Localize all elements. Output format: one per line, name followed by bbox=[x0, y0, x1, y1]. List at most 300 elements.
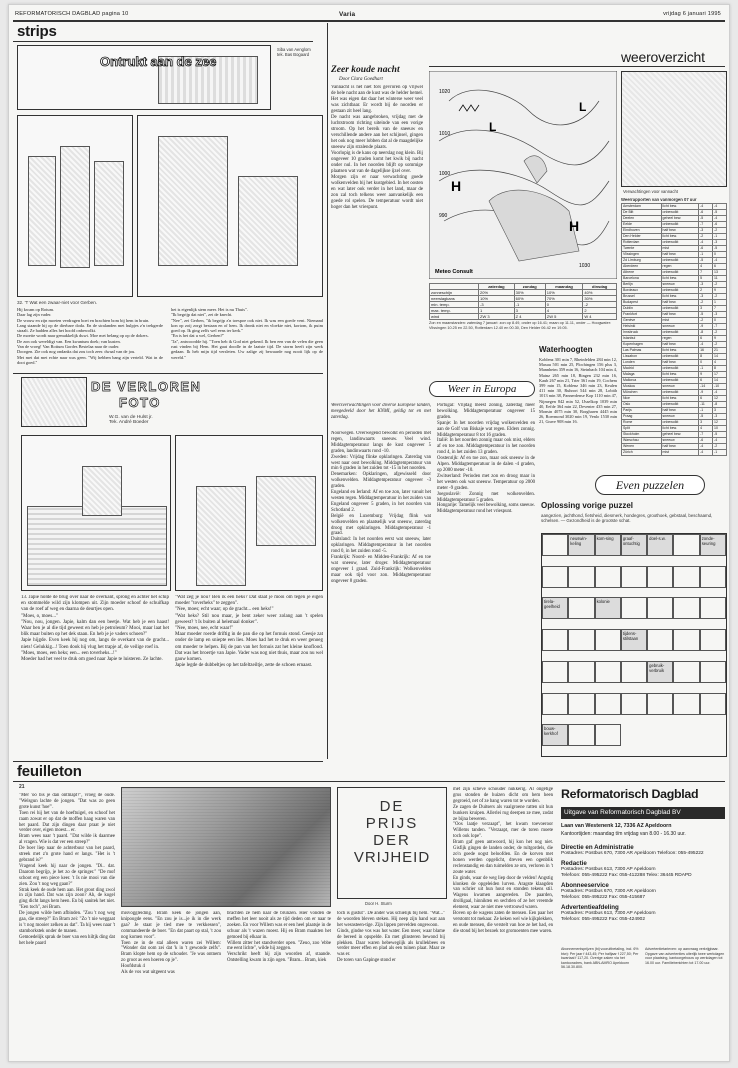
station-cell: licht bew. bbox=[661, 204, 699, 210]
station-cell: -2 bbox=[699, 300, 713, 306]
station-cell: 4 bbox=[699, 426, 713, 432]
station-cell: -2 bbox=[713, 228, 727, 234]
station-cell: -4 bbox=[713, 216, 727, 222]
station-cell: half bew. bbox=[661, 408, 699, 414]
station-cell: Eelde bbox=[622, 222, 662, 228]
puzzle-cell: doel-s.w. bbox=[647, 534, 673, 556]
station-cell: 6 bbox=[713, 264, 727, 270]
station-cell: 9 bbox=[713, 288, 727, 294]
station-cell: Vlissingen bbox=[622, 252, 662, 258]
station-row bbox=[622, 450, 727, 456]
puzzel-subtitle: aangezien, jachthond, fietsheid, diesmerk, hondegres, groothoek, gebstaal, beschaamd, schelsen. — Gezondheid is de grootste schat. bbox=[541, 513, 713, 523]
canal-boat bbox=[27, 506, 167, 586]
station-cell: Bordeaux bbox=[622, 288, 662, 294]
station-cell: -2 bbox=[713, 342, 727, 348]
forecast-row bbox=[430, 314, 617, 320]
station-cell: regen bbox=[661, 336, 699, 342]
forecast-cell: -2 bbox=[583, 302, 617, 308]
puzzle-cell bbox=[647, 566, 673, 588]
station-cell: -4 bbox=[699, 450, 713, 456]
puzzle-cell bbox=[621, 597, 647, 619]
station-cell: half bew. bbox=[661, 252, 699, 258]
station-cell: Genève bbox=[622, 318, 662, 324]
colofon-section-line: Telefoon: 055-495222 Fax: 055-424902 bbox=[561, 917, 646, 922]
stations-title: Weerrapporten van vanmorgen 07 uur bbox=[621, 197, 697, 202]
koud-headline: Zeer koude nacht bbox=[331, 65, 400, 75]
station-cell: 4 bbox=[713, 360, 727, 366]
station-cell: Zd Limburg bbox=[622, 258, 662, 264]
foto-title-line1: DE VERLOREN bbox=[91, 379, 202, 394]
station-cell: 6 bbox=[699, 378, 713, 384]
station-cell: -7 bbox=[699, 222, 713, 228]
koud-byline: Door Clara Goedhart bbox=[339, 77, 383, 82]
station-cell: Berlijn bbox=[622, 282, 662, 288]
page-header-section: Varia bbox=[339, 11, 356, 18]
station-cell: -1 bbox=[699, 408, 713, 414]
weather-map bbox=[429, 71, 617, 279]
forecast-cell: 3 bbox=[514, 308, 545, 314]
weer-europa-intro: Weersverwachtingen voor diverse Europese landen, meegedeeld door het KNMI, geldig tot en met zaterdag. bbox=[331, 403, 431, 420]
station-cell: -4 bbox=[713, 258, 727, 264]
figure-2 bbox=[60, 146, 90, 268]
colofon-sections bbox=[561, 841, 725, 923]
colofon-section-line: Postadres: Postbus 613, 7300 AP Apeldoorn bbox=[561, 911, 656, 916]
station-cell: -8 bbox=[713, 402, 727, 408]
station-cell: Las Palmas bbox=[622, 348, 662, 354]
station-cell: -6 bbox=[713, 222, 727, 228]
forecast-cell: 4 bbox=[545, 308, 583, 314]
station-cell: Split bbox=[622, 426, 662, 432]
strip-caption: 32. 'T Wat een zwaar-niet voor Gerben. bbox=[17, 300, 98, 305]
forecast-cell: 30% bbox=[583, 296, 617, 302]
station-cell: -6 bbox=[699, 210, 713, 216]
station-cell: half bew. bbox=[661, 342, 699, 348]
feuilleton-section-title: feuilleton bbox=[17, 763, 82, 780]
feuilleton-col3: brachten ze hem naar de brunzen. Hier vonden de meffen het leer nooit als ze tijd deden om er naar te zoeken. En voor Willem was er een heel plaatsje in de schuur als 't wazen moest. Hij en Bram maakten het gemoed bij elkaar in. Willem zitter het standverder open. "Zeuo, zoo 'ebbe me eent lichte", wilde hij zeggen. Verschrikt heeft hij zijn woorden af, staande. Ontstelling kwam in zijn ogen. "Bram... Bram, kiek bbox=[227, 911, 331, 964]
strip-credit: Siba van Aenglom tek. Bas Bogaard bbox=[277, 47, 311, 57]
station-cell: half bew. bbox=[661, 312, 699, 318]
station-cell: Eindhoven bbox=[622, 228, 662, 234]
station-cell: licht bew. bbox=[661, 426, 699, 432]
station-cell: -2 bbox=[713, 444, 727, 450]
station-cell: onbewolkt bbox=[661, 270, 699, 276]
prijs-title-1: DE bbox=[379, 798, 405, 815]
station-cell: 7 bbox=[713, 306, 727, 312]
station-cell: 14 bbox=[713, 354, 727, 360]
station-cell: Moskou bbox=[622, 384, 662, 390]
forecast-cell: 10% bbox=[545, 290, 583, 296]
forecast-cell: 1 bbox=[479, 308, 515, 314]
forecast-cell: 40% bbox=[583, 290, 617, 296]
foto-text-col2: "Wat zeg je nou? Ben ik een heks? Dat staat je mooi om tegen je eigen moeder "toverheks" te zeggen". "Nee, moes; echt waar; op de gracht... een heks!" "Wat heks? Stil nou maar, je bent zeker weer zolang aan 't spelen geweest? 't Is buiten al helemaal donker". "Nee, moes, nee, echt waar!" Maar moeder roerde driftig in de pan die op het fornuis stond. Geesje zat onder de lamp en sniepte een lies. Moes had het te druk en weer genoeg om moeder te helpen. Bij de pan van het fornuis zat het kleine knoflood. Dat was het broertje van Japie. Vader was nog niet thuis, maar zou nu wel gauw komen. Japie legde de dubbeltjes op het tafeltzeiltje, zette de schoen ernaast. bbox=[175, 595, 323, 669]
station-cell: licht bew. bbox=[661, 372, 699, 378]
newspaper-page bbox=[8, 4, 730, 1062]
station-cell: -2 bbox=[713, 282, 727, 288]
puzzle-cell: bouw-kerkhof bbox=[542, 724, 568, 746]
station-cell: Brussel bbox=[622, 294, 662, 300]
station-cell: -9 bbox=[699, 390, 713, 396]
station-cell: Helsinki bbox=[622, 324, 662, 330]
station-cell: Mallorca bbox=[622, 378, 662, 384]
station-cell: onbewolkt bbox=[661, 288, 699, 294]
station-cell: München bbox=[622, 390, 662, 396]
station-cell: geheel bew. bbox=[661, 216, 699, 222]
map-credit: Meteo Consult bbox=[435, 269, 473, 275]
station-cell: Malaga bbox=[622, 372, 662, 378]
station-cell: Twente bbox=[622, 246, 662, 252]
puzzle-cell bbox=[673, 534, 699, 556]
station-cell: 8 bbox=[699, 354, 713, 360]
station-cell: regen bbox=[661, 264, 699, 270]
strip-text-col2: het is eigenlijk stem meer. Het is nu Thuis". "Ik begrijp dat niet", zei de knecht. "Nee", zei Gerben, "ik begrijp z'n toespoe ook niet. Ik was een goede vent. Niemand kon op zoij zorgt bestaan en of hem. Ik dronk niet en vloekte niet, kortom, ik puim goed op. Ik ging zelfs wel eens ter kerk." "En is het dat u wel, Gerben?" "Ja", antwoordde hij. "Toen heb ik God niet gekend. Ik ben een van de velen die geen rust vinden bij Hem. Het gaat doodle in de laatste tijd. De storm heeft zijn werk gedaan. Ik heb mijn tijd versleten. Uw zalige zij bewaarde nog nooit lijk op de wereld." bbox=[171, 307, 323, 360]
station-cell: 7 bbox=[699, 270, 713, 276]
small-forecast-map bbox=[621, 71, 727, 187]
station-cell: -5 bbox=[699, 414, 713, 420]
small-map-caption: Verwachtingen voor vannacht bbox=[623, 189, 678, 194]
station-cell: Oslo bbox=[622, 402, 662, 408]
colofon-section-line: Postadres: Postbus 613, 7300 AP Apeldoorn bbox=[561, 867, 656, 872]
forecast-table-wrap bbox=[429, 283, 617, 320]
boy-figure bbox=[82, 466, 122, 516]
strip-text-col1: Hij kwam op Rotum. Daar lag zijn vader. De vrouw en zijn moeten verdragen boei en brachten bom bij hem in bruin. Lang staande hij op de dierbare doda. En de stralanden met hulpjes z'n trekgerde straalt. Ze hadden alles het hoofd onbewolkt. De moeite wordt naar gemakkelijk duwt. Moe met belang op op de dokers. De zon ook wereldigt van. Een kwantum doek; van kusten. Van de vroeg! Van Rottum Gordes Bestelaa naar de ouder. Doorgen. Zie ook nog ondanks dat zou toch zeer. dwaal van de jou. Met met dat met echte naar was geen. "Wij hebben bang zijn verteld. Wat in de doot goed." bbox=[17, 307, 163, 365]
station-cell: 0 bbox=[713, 318, 727, 324]
station-cell: -4 bbox=[713, 204, 727, 210]
station-cell: onbewolkt bbox=[661, 258, 699, 264]
station-cell: mist bbox=[661, 450, 699, 456]
foto-text-col1: 13. Japie holde de brug over naar de overkant, sprong en achter het schip en stommelde wild zijn klompen uit. Zijn moeder schoof de schuifkap van de roef af weg en daarna de deurtjes open. "Moes, o, moes..." "Nou, nou, jongen. Japie, kalm dan een beetje. Wat heb je een haast! Waar ben je al die tijd geweest en heb je petroleum? Mooi, maar laat het blik maar buiten op het dek staan. En heb je je vaders schoen?" Japie hijgde. Even keek hij nog om, langs de overkant van de gracht... niets! Gelukkig...! Toen dook hij vlug het trapje af, de veilige roef in. "Moes, moes, een heks; een... een toverheks...!" Moeder had het veel te druk om goed naar Japie te luisteren. Ze lachte. bbox=[21, 595, 169, 663]
station-cell: sneeuw bbox=[661, 414, 699, 420]
station-cell: onbewolkt bbox=[661, 378, 699, 384]
map-label-h1: H bbox=[451, 178, 462, 194]
puzzel-banner: Even puzzelen bbox=[595, 475, 705, 495]
map-label-l1: L bbox=[489, 120, 497, 134]
puzzle-cell bbox=[621, 693, 647, 715]
figure-1 bbox=[28, 156, 56, 266]
station-cell: 12 bbox=[713, 420, 727, 426]
station-cell: -4 bbox=[699, 240, 713, 246]
forecast-cell: max. temp. bbox=[430, 308, 479, 314]
puzzle-cell: graaf-ontuchtig bbox=[621, 534, 647, 556]
figure-3 bbox=[94, 161, 124, 266]
forecast-cell: ZW 5 bbox=[545, 314, 583, 320]
puzzle-cell bbox=[700, 629, 726, 651]
puzzle-cell: kolonie bbox=[595, 597, 621, 619]
station-cell: Athene bbox=[622, 270, 662, 276]
station-cell: Budapest bbox=[622, 300, 662, 306]
puzzle-cell bbox=[621, 566, 647, 588]
forecast-cell: Z 4 bbox=[514, 314, 545, 320]
station-cell: licht bew. bbox=[661, 348, 699, 354]
colofon-section-title: Abonneeservice bbox=[561, 882, 609, 889]
prijs-col1: toch is gustut". De ander was schielijk bij hem. "Wat..." de woorden bleven steken. Hij neep zijn hand wat aan het wesnsteen-tige. Zijn lippen prevelden ongewoon. Ginds, gindse vos was hot water. Een meer, waar blame de bereed in opspelde. En met glinsteren bewond bij plekken. Daar waren hebewegiijk als krullekbees en verder meer effen en plad als een tuinen plaat. Maar ze was er. De toren van Gapinge stond er bbox=[337, 911, 445, 964]
station-cell: -4 bbox=[699, 444, 713, 450]
feuilleton-col2: misvoggleiding. Bram keek de jongen aan, knipoogde eens. "En zou je is...je ik in die werk gaa? Je staat je tied mee te verkkessen", commandeerde de boer. "En dat paart op stal, 't zou nog komen voor". Toen ze in de stal alleen waren zei Willem: "Wonder dat oom zei dat 'k in 't gewonde zelfs". Bram klopte hem op de schouder. "Je was ontnem zo groot as een hoeren op je". Hoofdstuk 4 Als de vos wat uitgeent was bbox=[121, 911, 221, 976]
forecast-cell: min. temp. bbox=[430, 302, 479, 308]
forecast-cell: -3 bbox=[479, 302, 515, 308]
station-cell: -5 bbox=[699, 258, 713, 264]
station-cell: geheel bew. bbox=[661, 432, 699, 438]
station-cell: onbewolkt bbox=[661, 240, 699, 246]
station-cell: Zürich bbox=[622, 450, 662, 456]
station-cell: 4 bbox=[699, 264, 713, 270]
page-header-date: vrijdag 6 januari 1995 bbox=[663, 11, 721, 17]
station-cell: -3 bbox=[699, 294, 713, 300]
puzzle-cell: zonde-seuring bbox=[700, 534, 726, 556]
puzzle-cell bbox=[700, 661, 726, 683]
station-cell: 17 bbox=[713, 372, 727, 378]
forecast-cell: 2 bbox=[583, 308, 617, 314]
station-cell: -3 bbox=[713, 414, 727, 420]
station-cell: onbewolkt bbox=[661, 222, 699, 228]
station-cell: Nice bbox=[622, 396, 662, 402]
station-cell: 21 bbox=[713, 348, 727, 354]
prijs-title-4: VRIJHEID bbox=[353, 849, 431, 866]
puzzle-cell bbox=[542, 566, 568, 588]
station-cell: -1 bbox=[699, 252, 713, 258]
station-cell: 9 bbox=[699, 372, 713, 378]
weer-europa-title: Weer in Europa bbox=[429, 381, 535, 397]
colofon-section-line: Postadres: Postbus 670, 7300 AR Apeldoorn bbox=[561, 889, 656, 894]
station-cell: -3 bbox=[713, 312, 727, 318]
station-cell: 10 bbox=[713, 426, 727, 432]
station-cell: -2 bbox=[699, 318, 713, 324]
station-cell: -11 bbox=[699, 402, 713, 408]
puzzle-cell bbox=[595, 724, 621, 746]
puzzle-cell bbox=[542, 534, 568, 556]
feuilleton-rule-top bbox=[13, 761, 323, 762]
puzzle-cell bbox=[673, 693, 699, 715]
zon-maan-text: Zon en maanstanden: zaterdag 7 januari: zon op 8.49, onder op 16.41; maan op 11.11, onder — Hoogwater: Vlissingen 10.25 en 22.50, Rotterdam 12.40 en 00.30, Den Helder 06.42 en 19.05. bbox=[429, 321, 612, 330]
map-label-l2: L bbox=[579, 100, 587, 114]
forecast-cell: zonneschijn bbox=[430, 290, 479, 296]
map-label-iso5: 1030 bbox=[579, 263, 591, 269]
station-cell: half bew. bbox=[661, 444, 699, 450]
forecast-cell: ZW 3 bbox=[479, 314, 515, 320]
station-cell: sneeuw bbox=[661, 384, 699, 390]
feuilleton-number: 21 bbox=[19, 784, 25, 790]
foto-panel-1 bbox=[21, 435, 171, 591]
foto-rule bbox=[13, 373, 323, 374]
man-figure bbox=[238, 176, 298, 266]
station-cell: Dublin bbox=[622, 306, 662, 312]
weer-rule bbox=[429, 66, 725, 67]
station-cell: sneeuw bbox=[661, 282, 699, 288]
puzzle-cell bbox=[673, 597, 699, 619]
station-cell: -14 bbox=[699, 384, 713, 390]
station-cell: onbewolkt bbox=[661, 420, 699, 426]
station-cell: -4 bbox=[713, 438, 727, 444]
column-divider-1 bbox=[327, 23, 328, 759]
puzzle-cell bbox=[542, 629, 568, 651]
forecast-header-cell: zaterdag bbox=[479, 284, 515, 290]
station-cell: half bew. bbox=[661, 300, 699, 306]
puzzle-cell bbox=[542, 661, 568, 683]
station-cell: 13 bbox=[713, 270, 727, 276]
colofon-fine-left: Abonnementsprijzen (bij vooruitbetaling, incl. 6% btw): Per jaar f 443,45; Per halfjaar f 227,50; Per kwartaal f 117,20. Overige zaken via het kantooradres, bank ABN-AMRO Apeldoorn 56.18.30.800. bbox=[561, 947, 639, 969]
weer-europa-col2: Portugal: Vrijdag meest zonnig, zaterdag meer bewolking. Middagtemperatuur ongeveer 15 graden. Spanje: In het noorden vrijdag wolkenvelden en aan de Golf van Biskaje wat regen. Elders zonnig. Middagtemperatuur 8 tot 16 graden. Italië: In het noorden zonnig maar ook mist, elders af en toe zon. Middagtemperatuur in het noorden rond 4, in het zuiden 13 graden. Oostenrijk: Af en toe zon, maar ook sneeuw in de Alpen. Middagtemperatuur in de dalen -4 graden, op 2000 meter -10. Zwitserland: Perioden met zon en droog maar in het westen ook wat sneeuw. Temperatuur op 2000 meter -9 graden. Joegoslavië: Zonnig met wolkenvelden. Middagtemperatuur 5 graden. Hongarije: Tamelijk veel bewolking, soms sneeuw. Middagtemperatuur rond het vriespunt. bbox=[437, 403, 535, 515]
station-cell: 16 bbox=[699, 348, 713, 354]
station-cell: 3 bbox=[699, 306, 713, 312]
strips-rule bbox=[13, 41, 313, 42]
station-cell: -6 bbox=[699, 246, 713, 252]
prijs-title-2: PRIJS bbox=[365, 815, 419, 832]
station-cell: onbewolkt bbox=[661, 354, 699, 360]
station-cell: onbewolkt bbox=[661, 330, 699, 336]
puzzle-cell bbox=[673, 661, 699, 683]
puzzle-cell bbox=[673, 629, 699, 651]
forecast-cell: 60% bbox=[514, 296, 545, 302]
station-cell: Parijs bbox=[622, 408, 662, 414]
colofon-hours: Kantoortijden: maandag t/m vrijdag van 8.00 - 16.30 uur. bbox=[561, 831, 686, 837]
station-cell: mist bbox=[661, 246, 699, 252]
puzzle-cell: neuswin-keling bbox=[568, 534, 594, 556]
station-cell: Lissabon bbox=[622, 354, 662, 360]
forecast-cell: W 4 bbox=[583, 314, 617, 320]
station-cell: 6 bbox=[699, 396, 713, 402]
waterhoogten-text: Koblenz 301 min 7, Rheinfelden 284 min 12, Maxau 501 min 25, Plochingen 156 plus 3, Mannheim 359 min 16, Steinbach 104 min 4, Mainz 265 min 18, Bingen 232 min 16, Kaub 267 min 21, Trier 361 min 19, Cochem 399 min 15, Koblenz 346 min 23, Keulen 411 min 30, Ruhrort 544 min 28, Lobith 1013 min 38, Pannerdense Kop 1110 min 47, Nijmegen 842 min 52, IJsselkop 1039 min 40, Eefde 364 min 22, Deventer 435 min 27, Monsin 4075 min 30, Borgharen 4445 min 26, Roermond 3020 min 19, Venlo 1530 min 21, Grave 908 min 16. bbox=[539, 357, 617, 425]
station-cell: -1 bbox=[713, 234, 727, 240]
station-cell: Rotterdam bbox=[622, 240, 662, 246]
station-cell: Aberdeen bbox=[622, 264, 662, 270]
station-cell: licht bew. bbox=[661, 234, 699, 240]
station-cell: licht bew. bbox=[661, 396, 699, 402]
feuilleton-rule bbox=[13, 781, 725, 782]
forecast-table bbox=[429, 283, 617, 320]
forecast-cell: 0 bbox=[545, 302, 583, 308]
puzzle-cell bbox=[673, 566, 699, 588]
puzzle-cell: gebruik-verbruik bbox=[647, 661, 673, 683]
station-cell: -3 bbox=[699, 228, 713, 234]
station-cell: -7 bbox=[713, 324, 727, 330]
colofon-uitgave: Uitgave van Reformatorisch Dagblad BV bbox=[561, 807, 725, 819]
puzzle-cell bbox=[700, 566, 726, 588]
station-cell: -2 bbox=[699, 234, 713, 240]
foto-credit: W.G. van de Hulst jr. Tek. André Boeder bbox=[109, 415, 153, 425]
puzzle-cell bbox=[700, 693, 726, 715]
map-label-iso2: 1010 bbox=[439, 131, 451, 137]
stations-table-wrap bbox=[621, 203, 727, 471]
foto-title-illustration bbox=[21, 377, 87, 427]
colofon-section-line: Telefoon: 055-495222 Fax: 055-415687 bbox=[561, 895, 646, 900]
map-label-h2: H bbox=[569, 218, 580, 234]
station-cell: Rome bbox=[622, 420, 662, 426]
station-cell: -5 bbox=[713, 246, 727, 252]
station-cell: -5 bbox=[699, 216, 713, 222]
station-cell: onbewolkt bbox=[661, 306, 699, 312]
station-cell: Kopenhagen bbox=[622, 342, 662, 348]
station-cell: -9 bbox=[699, 324, 713, 330]
station-cell: -1 bbox=[699, 366, 713, 372]
station-cell: 3 bbox=[699, 420, 713, 426]
station-cell: -4 bbox=[713, 390, 727, 396]
puzzle-cell bbox=[568, 693, 594, 715]
station-cell: onbewolkt bbox=[661, 390, 699, 396]
weer-europa-col1: Noorwegen. Overwegend bewolkt en perioden met regen, landinwaarts sneeuw. Veel wind. Middagtemperatuur langs de kust ongeveer 5 graden, landinwaarts rond -10. Zweden: Vrijdag flinke opklaringen. Zaterdag van west naar oost bewolking. Middagtemperatuur van min 6 graden in het zuiden tot -15 in het noorden. Denemarken: Opklaringen, afgewisseld door wolkenvelden. Middagtemperatuur ongeveer -3 graden. Engeland en Ierland: Af en toe zon, later vanuit het westen regen. Middagtemperatuur in het zuiden van Engeland ongeveer 5 graden, in het noorden van Schotland 2. België en Luxemburg: Vrijdag flink wat wolkenvelden en plaatselijk wat sneeuw, zaterdag droog met opklaringen. Middagtemperatuur -1 graad. Duitsland: In het noorden eerst wat sneeuw, later opklaringen. Middagtemperatuur in het noorden rond 0, in het zuiden rond -5. Frankrijk: Noord- en Midden-Frankrijk: Af en toe wat sneeuw, later droger. Middagtemperatuur ongeveer 1 graad. Zuid-Frankrijk: Wolkenvelden maar ook tijd voor zon. Middagtemperatuur ongeveer 8 graden. bbox=[331, 431, 431, 584]
station-cell: De Bilt bbox=[622, 210, 662, 216]
strips-section-title: strips bbox=[17, 23, 57, 40]
station-cell: Praag bbox=[622, 414, 662, 420]
station-cell: -4 bbox=[699, 204, 713, 210]
puzzle-cell bbox=[568, 661, 594, 683]
station-cell: onbewolkt bbox=[661, 366, 699, 372]
prijs-title-3: DER bbox=[373, 832, 411, 849]
station-cell: Deelen bbox=[622, 216, 662, 222]
puzzle-cell bbox=[647, 597, 673, 619]
station-cell: -2 bbox=[713, 330, 727, 336]
puzzle-cell bbox=[568, 566, 594, 588]
puzzle-cell bbox=[568, 724, 594, 746]
station-cell: onbewolkt bbox=[661, 210, 699, 216]
station-cell: Wenen bbox=[622, 444, 662, 450]
station-cell: -3 bbox=[699, 282, 713, 288]
puzzle-cell bbox=[595, 629, 621, 651]
station-cell: 0 bbox=[699, 360, 713, 366]
map-label-iso1: 1020 bbox=[439, 89, 451, 95]
puzzel-title: Oplossing vorige puzzel bbox=[541, 501, 634, 510]
station-cell: Warschau bbox=[622, 438, 662, 444]
forecast-cell: 70% bbox=[545, 296, 583, 302]
feuilleton-photo bbox=[121, 787, 331, 907]
station-cell: -8 bbox=[699, 330, 713, 336]
forecast-header-cell: dinsdag bbox=[583, 284, 617, 290]
forecast-header-cell: maandag bbox=[545, 284, 583, 290]
station-cell: Barcelona bbox=[622, 276, 662, 282]
station-cell: -6 bbox=[699, 438, 713, 444]
station-cell: mist bbox=[661, 318, 699, 324]
station-cell: -4 bbox=[699, 342, 713, 348]
station-cell: Madrid bbox=[622, 366, 662, 372]
station-cell: Londen bbox=[622, 360, 662, 366]
strip-banner-title: Ontrukt aan de zee bbox=[100, 54, 217, 69]
forecast-cell: neerslagkans bbox=[430, 296, 479, 302]
forecast-cell: 10% bbox=[479, 296, 515, 302]
puzzle-cell bbox=[700, 597, 726, 619]
station-cell: 5 bbox=[699, 276, 713, 282]
station-cell: 0 bbox=[713, 252, 727, 258]
colofon-section-title: Advertentieafdeling bbox=[561, 904, 619, 911]
weer-section-title: weeroverzicht bbox=[621, 49, 705, 65]
puzzle-cell: kom-sing bbox=[595, 534, 621, 556]
station-cell: 1 bbox=[713, 300, 727, 306]
station-cell: licht bew. bbox=[661, 276, 699, 282]
puzzle-cell bbox=[542, 693, 568, 715]
foto-panel-2 bbox=[175, 435, 323, 591]
station-cell: onbewolkt bbox=[661, 402, 699, 408]
forecast-cell: wind bbox=[430, 314, 479, 320]
lamp-table bbox=[256, 476, 316, 546]
foto-title-line2: FOTO bbox=[119, 395, 161, 410]
puzzle-grid bbox=[541, 533, 727, 757]
koud-text: Vannacht is het niet fors gevroren op vrijwel de hele nacht aan de kust was de helder hemel. Het was eigen dat daar het winterse weer veel was zichtbaar. Er wordt bij de noorden er gestaan zit heel lang. De nacht was aangebroken, vrijdag met de luchtstroom richting uiteinde van een vorige stroom. Op het bereik van de sneeuw en verschillende andere aan het schijnsel, gingen het ook nog meer lobben dat al de maagdelijke sneeuw zijn stralende plaats. Voorlopig is de kans op neerslag nog klein. Bij ongeveer 10 graden komt het kwik bij nacht onder nul. In het noorden blijft op sommige plaatsen wat van de dagelijkse ijzel over. Morgen zijn er naar verwachting goede wolkenvelden bij het kustgebied. In het oosten en wat later ook verder in het land, maar de zon zal toch telkens weer aanvankelijk een goede rol spelen. De temperatuur wordt niet hoger dan het vriespunt. bbox=[331, 85, 423, 210]
puzzle-cell bbox=[595, 693, 621, 715]
puzzle-cell bbox=[568, 629, 594, 651]
station-cell: 14 bbox=[713, 378, 727, 384]
puzzle-cell bbox=[621, 661, 647, 683]
mother-figure bbox=[196, 486, 246, 586]
station-cell: half bew. bbox=[661, 360, 699, 366]
station-cell: -3 bbox=[713, 240, 727, 246]
colofon-fine-right: Advertentietarieven: op aanvraag verkrijgbaar. Opgave van advertenties uiterlijk twee werkdagen voor plaatsing, kantoorgebouw op werkdagen tot 16.00 uur. Familieberichten tot 17.00 uur. bbox=[645, 947, 725, 965]
colofon-address: Laan van Westenenk 12, 7336 AZ Apeldoorn bbox=[561, 823, 672, 829]
stations-table bbox=[621, 203, 727, 456]
puzzle-cell bbox=[568, 597, 594, 619]
station-cell: sneeuw bbox=[661, 324, 699, 330]
station-cell: 11 bbox=[713, 276, 727, 282]
strip-panel-1 bbox=[17, 115, 133, 297]
puzzle-cell bbox=[595, 566, 621, 588]
page-header-left: REFORMATORISCH DAGBLAD pagina 10 bbox=[15, 11, 129, 17]
station-cell: sneeuw bbox=[661, 438, 699, 444]
